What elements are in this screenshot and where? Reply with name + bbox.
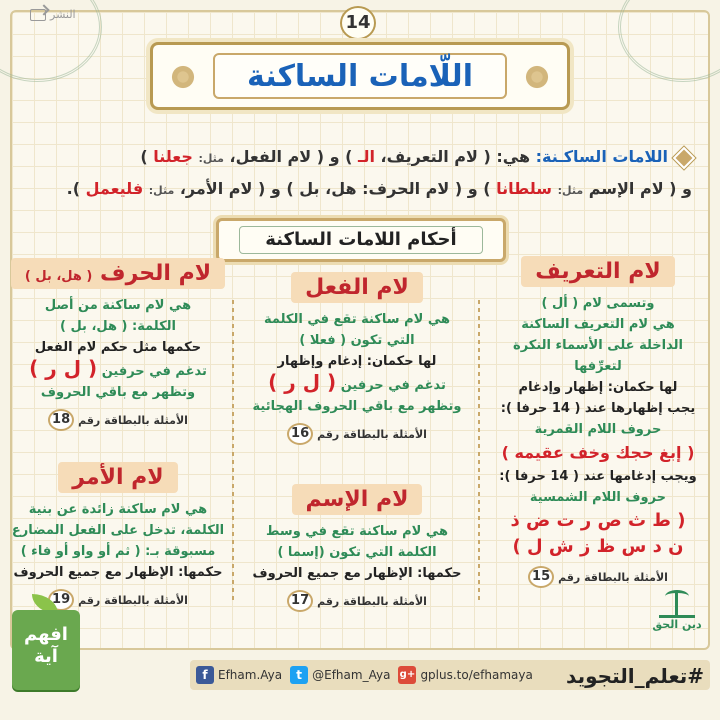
intro-example: الـ — [358, 147, 375, 166]
share-button[interactable] — [30, 8, 76, 21]
text-line: وتسمى لام ( أل ) — [541, 296, 655, 311]
reference-label: الأمثلة بالبطاقة رقم — [558, 570, 668, 584]
text-line: حكمها: الإظهار مع جميع الحروف — [252, 566, 462, 581]
section-title: لام الأمر — [58, 462, 177, 493]
text-line — [10, 358, 226, 382]
share-label: النشر — [50, 8, 76, 21]
intro-text — [32, 142, 692, 206]
text-line: الكلمة، تدخل على الفعل المضارع — [11, 523, 225, 538]
column-divider — [232, 300, 234, 600]
text-line: حروف اللام القمرية — [534, 422, 662, 437]
card-reference[interactable] — [242, 423, 472, 445]
text-part: تدغم في حرفين — [340, 378, 446, 393]
corner-ornament — [618, 0, 720, 82]
reference-label: الأمثلة بالبطاقة رقم — [78, 593, 188, 607]
text-line: حكمها مثل حكم لام الفعل — [34, 340, 202, 355]
letters: ( ل ر ) — [268, 370, 337, 394]
text-line: هي لام ساكنة زائدة عن بنية — [28, 502, 208, 517]
text-part: تدغم في حرفين — [101, 364, 207, 379]
intro-example: فليعمل — [85, 179, 149, 198]
text-line: لها حكمان: إدغام وإظهار — [277, 354, 437, 369]
reference-number: 15 — [528, 566, 554, 588]
intro-line-1 — [32, 142, 692, 174]
text-line: الكلمة: ( هل، بل ) — [59, 319, 177, 334]
text-line: ( إبغ حجك وخف عقيمه ) — [501, 443, 695, 462]
intro-example-label: مثل: — [148, 184, 175, 197]
section-title-text: لام الحرف — [100, 261, 212, 286]
text-line: لتعرِّفها — [574, 359, 622, 374]
subtitle-frame — [216, 218, 506, 262]
intro-text-part: و ( لام الإسم — [583, 179, 692, 198]
deen-alhaq-logo — [652, 590, 702, 640]
footer — [0, 650, 720, 720]
reference-number: 17 — [287, 590, 313, 612]
logo-text: آية — [34, 646, 58, 667]
intro-example: سلطانا — [496, 179, 558, 198]
intro-example-label: مثل: — [198, 152, 224, 165]
title-frame — [150, 42, 570, 110]
intro-text-part: ) و ( لام الحرف: هل، بل ) و ( لام الأمر، — [174, 179, 497, 198]
twitter-icon: t — [290, 666, 308, 684]
intro-example-label: مثل: — [557, 184, 584, 197]
reference-label: الأمثلة بالبطاقة رقم — [78, 413, 188, 427]
intro-text-part: هي: ( لام التعريف، — [374, 147, 536, 166]
diamond-bullet-icon — [673, 146, 696, 169]
text-line: هي لام ساكنة تقع في وسط — [266, 524, 448, 539]
subtitle: أحكام اللامات الساكنة — [239, 226, 483, 254]
reference-number: 16 — [287, 423, 313, 445]
share-icon — [30, 9, 46, 21]
intro-label: اللامات الساكـنة: — [535, 147, 668, 166]
letters: ( ل ر ) — [29, 356, 98, 380]
card-reference[interactable] — [10, 409, 226, 431]
text-line: لها حكمان: إظهار وإدغام — [518, 380, 678, 395]
twitter-link[interactable] — [290, 666, 390, 684]
text-line: مسبوقة بـ: ( ثم أو واو أو فاء ) — [20, 544, 216, 559]
reference-label: الأمثلة بالبطاقة رقم — [317, 427, 427, 441]
card-number-badge: 14 — [340, 6, 376, 40]
ornament-icon — [517, 59, 557, 95]
text-line: التي تكون ( فعلا ) — [299, 333, 415, 348]
hashtag: #تعلم_التجويد — [566, 664, 704, 688]
mosque-icon — [659, 590, 695, 618]
card-reference[interactable] — [242, 590, 472, 612]
intro-line-2 — [32, 174, 692, 206]
efham-aya-logo — [12, 610, 80, 690]
gplus-handle: gplus.to/efhamaya — [420, 668, 533, 682]
column-fil — [242, 272, 472, 445]
column-ism — [242, 484, 472, 612]
column-tareef — [490, 256, 706, 588]
intro-text-part: ). — [66, 179, 86, 198]
column-harf — [10, 258, 226, 431]
column-amr — [10, 462, 226, 611]
text-line: هي لام ساكنة تقع في الكلمة — [263, 312, 450, 327]
text-line: وتظهر مع باقي الحروف — [40, 385, 196, 400]
facebook-handle: Efham.Aya — [218, 668, 283, 682]
page-title: اللّامات الساكنة — [213, 53, 507, 99]
section-title: لام الإسم — [292, 484, 423, 515]
section-title-suffix: ( هل، بل ) — [24, 269, 93, 284]
text-line: حروف اللام الشمسية — [529, 490, 667, 505]
text-line — [242, 372, 472, 396]
section-title — [11, 258, 225, 289]
twitter-handle: @Efham_Aya — [312, 668, 391, 682]
facebook-link[interactable] — [196, 666, 282, 684]
logo-text: افهم — [24, 624, 68, 645]
facebook-icon: f — [196, 666, 214, 684]
text-line: هي لام ساكنة من أصل — [44, 298, 192, 313]
intro-text-part: ) — [140, 147, 154, 166]
reference-number: 19 — [48, 589, 74, 611]
text-line: ن د س ظ ز ش ل ) — [512, 536, 684, 557]
text-line: يجب إظهارها عند ( 14 حرفا ): — [500, 401, 696, 416]
section-title: لام التعريف — [521, 256, 675, 287]
intro-example: جعلنا — [153, 147, 199, 166]
text-line: الكلمة التي تكون (إسما ) — [277, 545, 437, 560]
text-line: وتظهر مع باقي الحروف الهجائية — [252, 399, 462, 414]
intro-text-part: ) و ( لام الفعل، — [223, 147, 358, 166]
reference-label: الأمثلة بالبطاقة رقم — [317, 594, 427, 608]
text-line: الداخلة على الأسماء النكرة — [513, 338, 683, 353]
gplus-link[interactable] — [398, 666, 532, 684]
card-reference[interactable] — [490, 566, 706, 588]
gplus-icon: g+ — [398, 666, 416, 684]
section-title: لام الفعل — [291, 272, 423, 303]
text-line: ( ط ث ص ر ت ض ذ — [510, 510, 686, 531]
column-divider — [478, 300, 480, 600]
reference-number: 18 — [48, 409, 74, 431]
ornament-icon — [163, 59, 203, 95]
text-line: ويجب إدغامها عند ( 14 حرفا ): — [499, 469, 697, 484]
text-line: هي لام التعريف الساكنة — [521, 317, 675, 332]
logo-text: دين الحق — [652, 618, 702, 631]
text-line: حكمها: الإظهار مع جميع الحروف — [13, 565, 223, 580]
